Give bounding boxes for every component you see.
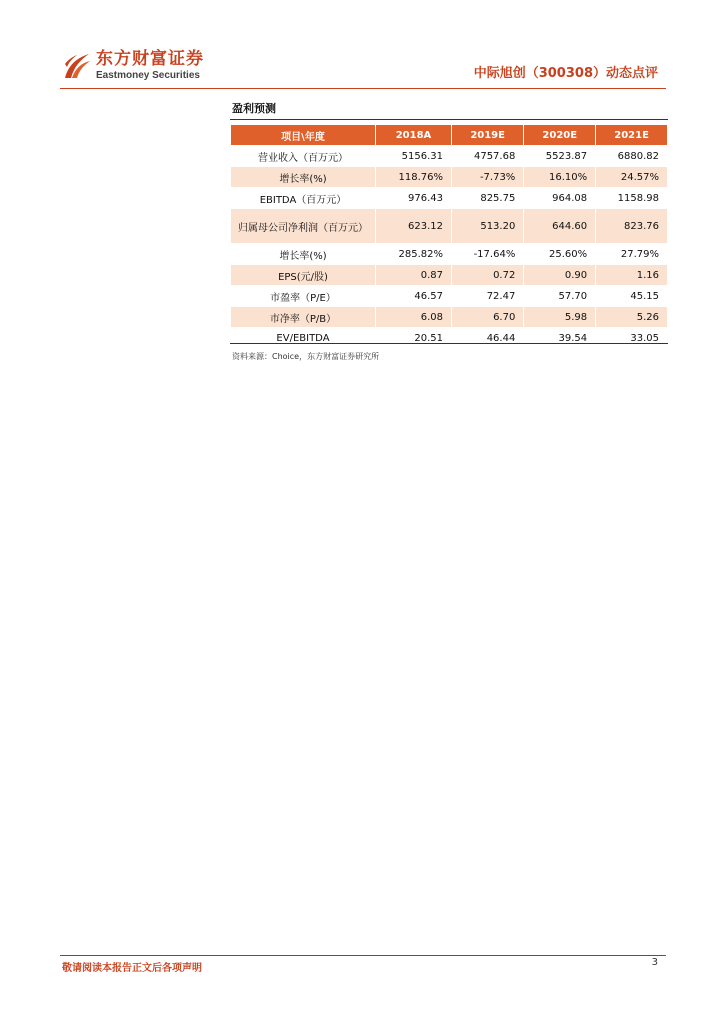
table-cell: 976.43 (407, 192, 443, 204)
table-cell: 16.10% (524, 167, 595, 187)
table-cell: 25.60% (549, 248, 588, 260)
page-number: 3 (651, 957, 658, 968)
footer-disclaimer: 敬请阅读本报告正文后各项声明 (62, 963, 202, 974)
table-cell: 5156.31 (401, 150, 443, 162)
section-divider (230, 119, 668, 120)
column-header: 项目\年度 (231, 125, 375, 145)
column-header: 2020E (524, 125, 595, 145)
table-row (231, 286, 667, 306)
table-cell: 6880.82 (617, 150, 659, 162)
table-cell: 57.70 (558, 290, 588, 302)
row-label: EPS(元/股) (231, 265, 375, 285)
logo-english-name: Eastmoney Securities (96, 70, 200, 81)
table-row (231, 307, 667, 327)
table-row (231, 146, 667, 166)
table-row (231, 167, 667, 187)
table-cell: 1.16 (596, 265, 667, 285)
row-label: 归属母公司净利润（百万元） (231, 209, 375, 243)
table-row (231, 244, 667, 264)
column-header: 2018A (376, 125, 451, 145)
column-header: 2019E (452, 125, 523, 145)
table-cell: 72.47 (486, 290, 516, 302)
header-divider (60, 88, 666, 89)
table-row (231, 328, 667, 348)
table-cell: 0.87 (376, 265, 451, 285)
report-title: 中际旭创（300308）动态点评 (473, 66, 658, 81)
table-cell: 1158.98 (617, 192, 659, 204)
table-cell: 623.12 (376, 209, 451, 243)
table-header-row (231, 125, 667, 145)
table-cell: 964.08 (552, 192, 588, 204)
table-cell: 46.44 (486, 332, 516, 344)
data-source-note: 资料来源：Choice，东方财富证券研究所 (232, 352, 380, 361)
table-cell: 24.57% (596, 167, 667, 187)
table-row (231, 209, 667, 243)
row-label: 市盈率（P/E） (270, 292, 336, 304)
table-cell: 513.20 (452, 209, 523, 243)
row-label: 营业收入（百万元） (258, 152, 348, 164)
table-cell: 27.79% (620, 248, 659, 260)
row-label: 市净率（P/B） (231, 307, 375, 327)
row-label: EBITDA（百万元） (259, 194, 347, 206)
eastmoney-logo-icon (62, 50, 92, 82)
table-cell: 0.90 (524, 265, 595, 285)
footer-divider (60, 955, 666, 956)
table-cell: 118.76% (376, 167, 451, 187)
table-row (231, 265, 667, 285)
profit-forecast-table (230, 124, 668, 349)
table-cell: 45.15 (630, 290, 659, 302)
table-cell: 5523.87 (545, 150, 588, 162)
table-cell: 0.72 (452, 265, 523, 285)
section-title: 盈利预测 (232, 102, 276, 115)
table-row (231, 188, 667, 208)
table-cell: 5.26 (596, 307, 667, 327)
table-cell: 644.60 (524, 209, 595, 243)
row-label: EV/EBITDA (276, 332, 330, 344)
table-cell: 33.05 (630, 332, 659, 344)
table-cell: 6.08 (376, 307, 451, 327)
table-cell: 825.75 (480, 192, 516, 204)
table-bottom-rule (230, 343, 668, 344)
table-cell: 285.82% (398, 248, 443, 260)
table-cell: 39.54 (558, 332, 588, 344)
table-cell: 46.57 (414, 290, 443, 302)
table-cell: 6.70 (452, 307, 523, 327)
table-cell: 5.98 (524, 307, 595, 327)
row-label: 增长率(%) (279, 250, 327, 262)
table-cell: 20.51 (414, 332, 443, 344)
table-cell: -17.64% (473, 248, 516, 260)
row-label: 增长率(%) (231, 167, 375, 187)
table-cell: 823.76 (596, 209, 667, 243)
logo-chinese-name: 东方财富证券 (96, 49, 204, 69)
table-cell: 4757.68 (473, 150, 516, 162)
column-header: 2021E (596, 125, 667, 145)
table-cell: -7.73% (452, 167, 523, 187)
company-logo (62, 50, 204, 82)
